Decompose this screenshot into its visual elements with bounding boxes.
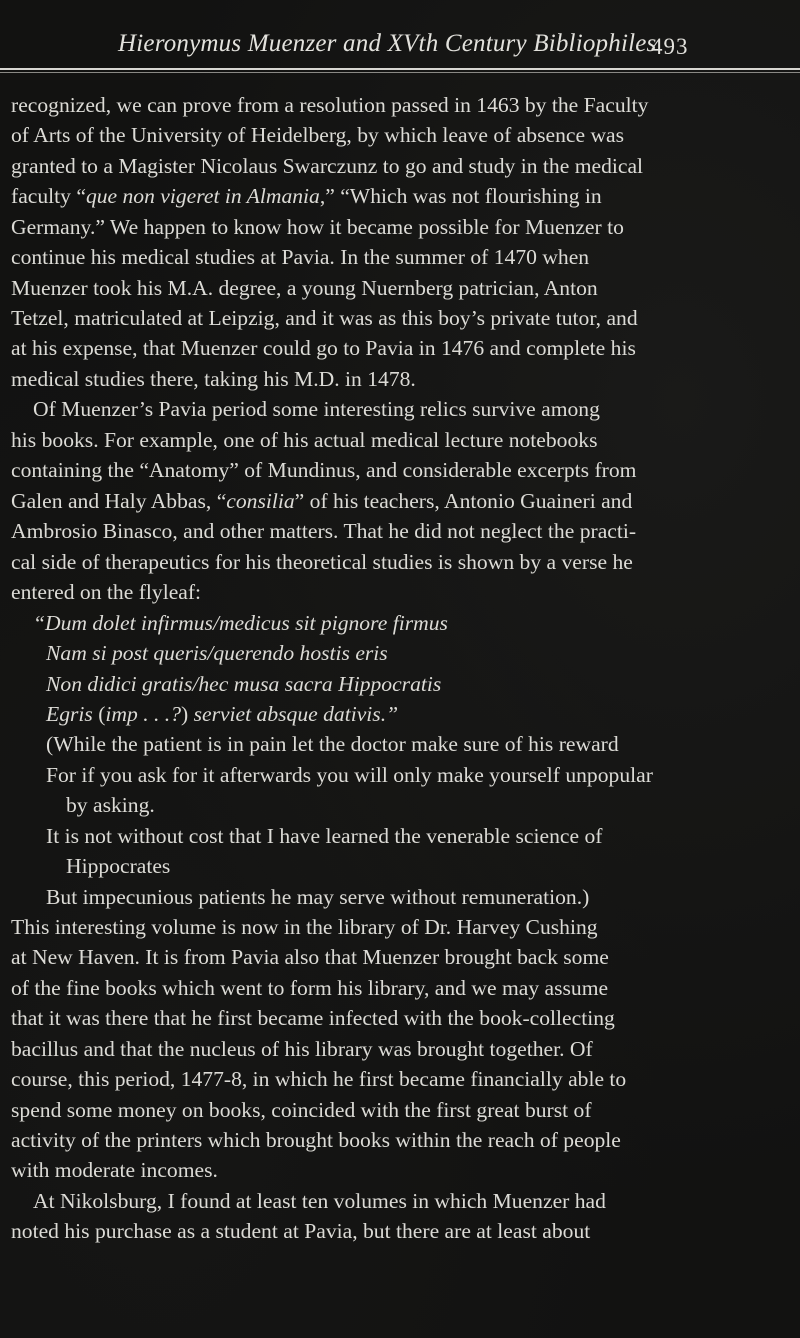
translation-line: For if you ask for it afterwards you will only make yourself unpopular [46,763,653,787]
verse-line [46,674,441,696]
text-line: noted his purchase as a student at Pavia, but there are at least about [11,1219,591,1243]
text-fragment: faculty “ [11,184,86,208]
text-line-mixed [11,186,602,208]
translation-line: Hippocrates [66,854,171,878]
text-line: medical studies there, taking his M.D. in 1478. [11,367,416,391]
verse-text: serviet absque dativis.” [188,702,399,726]
running-title: Hieronymus Muenzer and XVth Century Bibliophiles [118,30,657,57]
text-line: recognized, we can prove from a resolution passed in 1463 by the Faculty [11,93,649,117]
text-line: with moderate incomes. [11,1158,218,1182]
header-rule-thin [0,72,800,73]
translation-line: (While the patient is in pain let the doctor make sure of his reward [46,732,619,756]
text-line: This interesting volume is now in the library of Dr. Harvey Cushing [11,915,598,939]
text-line: of the fine books which went to form his library, and we may assume [11,976,609,1000]
text-line: at his expense, that Muenzer could go to Pavia in 1476 and complete his [11,336,636,360]
text-fragment: ) [180,702,189,726]
latin-phrase: que non vigeret in Almania [85,184,320,208]
text-line: of Arts of the University of Heidelberg, by which leave of absence was [11,123,625,147]
text-line: his books. For example, one of his actual medical lecture notebooks [11,428,598,452]
text-fragment: ” of his teachers, Antonio Guaineri and [294,489,633,513]
text-line: Of Muenzer’s Pavia period some interesting relics survive among [33,397,600,421]
translation-line: by asking. [66,793,155,817]
text-line: course, this period, 1477-8, in which he first became financially able to [11,1067,627,1091]
page-number: 493 [651,34,689,59]
verse-text: Nam si post queris/querendo hostis eris [46,641,388,665]
text-fragment: Galen and Haly Abbas, “ [11,489,227,513]
running-head [0,24,800,64]
text-line: Tetzel, matriculated at Leipzig, and it was as this boy’s private tutor, and [11,306,638,330]
text-line: At Nikolsburg, I found at least ten volumes in which Muenzer had [33,1189,606,1213]
translation-line: But impecunious patients he may serve without remuneration.) [46,885,590,909]
text-line: at New Haven. It is from Pavia also that Muenzer brought back some [11,945,609,969]
text-line: Muenzer took his M.A. degree, a young Nuernberg patrician, Anton [11,276,598,300]
text-line: Germany.” We happen to know how it became possible for Muenzer to [11,215,624,239]
verse-line-mixed [46,704,398,726]
verse-text: imp . . .? [105,702,181,726]
verse-line [33,613,448,635]
verse-line [46,643,388,665]
text-line: spend some money on books, coincided with the first great burst of [11,1098,592,1122]
text-line: Ambrosio Binasco, and other matters. That he did not neglect the practi- [11,519,637,543]
text-line: bacillus and that the nucleus of his library was brought together. Of [11,1037,593,1061]
text-line: granted to a Magister Nicolaus Swarczunz to go and study in the medical [11,154,644,178]
text-fragment: ( [98,702,106,726]
text-line-mixed [11,491,632,513]
text-line: that it was there that he first became infected with the book-collecting [11,1006,615,1030]
verse-text: Non didici gratis/hec musa sacra Hippocratis [46,672,442,696]
text-line: entered on the flyleaf: [11,580,202,604]
text-line: activity of the printers which brought books within the reach of people [11,1128,621,1152]
verse-text: “Dum dolet infirmus/medicus sit pignore firmus [33,611,448,635]
header-rule [0,68,800,70]
text-line: continue his medical studies at Pavia. In the summer of 1470 when [11,245,590,269]
translation-line: It is not without cost that I have learned the venerable science of [46,824,603,848]
text-fragment: ,” “Which was not flourishing in [319,184,602,208]
text-line: containing the “Anatomy” of Mundinus, and considerable excerpts from [11,458,637,482]
latin-word: consilia [226,489,295,513]
text-line: cal side of therapeutics for his theoretical studies is shown by a verse he [11,550,633,574]
verse-text: Egris [46,702,99,726]
